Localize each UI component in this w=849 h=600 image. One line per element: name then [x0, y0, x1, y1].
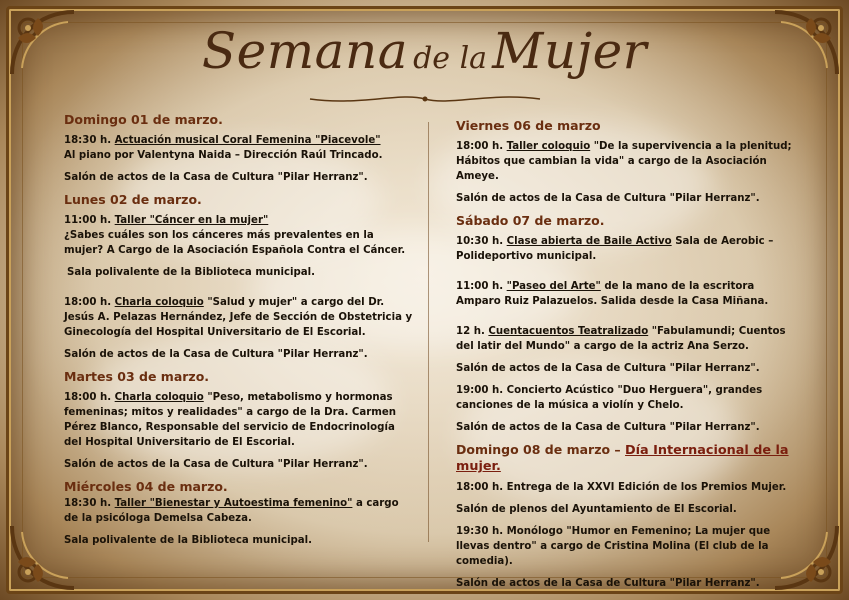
title-word-mujer: Mujer: [492, 22, 648, 80]
event-entry: [64, 496, 416, 526]
day-heading-special: Día Internacional de la mujer.: [456, 443, 789, 474]
event-entry: [64, 133, 416, 163]
event-venue: Sala polivalente de la Biblioteca municipal.: [64, 535, 313, 546]
event-title: Cuentacuentos Teatralizado: [488, 326, 649, 337]
event-title: "Paseo del Arte": [506, 281, 601, 292]
event-title: Charla coloquio: [114, 297, 204, 308]
event-entry: 19:00 h. Concierto Acústico "Duo Herguera", grandes canciones de la música a violín y Chelo.: [456, 385, 763, 411]
event-description: a cargo de la psicóloga Demelsa Cabeza.: [64, 498, 399, 524]
event-title: Charla coloquio: [114, 392, 204, 403]
day-heading: Miércoles 04 de marzo.: [64, 479, 228, 494]
event-venue: Salón de actos de la Casa de Cultura "Pilar Herranz".: [456, 578, 760, 589]
event-time: 10:30 h.: [456, 236, 504, 247]
event-description: ¿Sabes cuáles son los cánceres más prevalentes en la mujer? A Cargo de la Asociación Española Contra el Cáncer.: [64, 230, 406, 256]
event-title: Taller coloquio: [506, 141, 591, 152]
event-time: 12 h.: [456, 326, 485, 337]
day-heading: Martes 03 de marzo.: [64, 369, 210, 384]
event-title: Taller "Bienestar y Autoestima femenino": [114, 498, 353, 509]
event-venue: Salón de actos de la Casa de Cultura "Pilar Herranz".: [64, 459, 368, 470]
event-description: "Fabulamundi; Cuentos del latir del Mundo" a cargo de la actriz Ana Serzo.: [456, 326, 786, 352]
event-description: "De la supervivencia a la plenitud; Hábitos que cambian la vida" a cargo de la Asociación Ameye.: [456, 141, 792, 182]
event-venue: Salón de actos de la Casa de Cultura "Pilar Herranz".: [64, 349, 368, 360]
event-entry: 19:30 h. Monólogo "Humor en Femenino; La mujer que llevas dentro" a cargo de Cristina Molina (El club de la comedia).: [456, 526, 771, 567]
event-entry: [456, 234, 802, 264]
event-entry: [456, 279, 802, 309]
event-venue: Salón de actos de la Casa de Cultura "Pilar Herranz".: [64, 172, 368, 183]
event-description: "Peso, metabolismo y hormonas femeninas; mitos y realidades" a cargo de la Dra. Carmen Pérez Blanco, Responsable del servicio de Endocrinología del Hospital Universitario de El Escorial.: [64, 392, 397, 448]
event-time: 18:00 h.: [64, 297, 112, 308]
day-heading: Domingo 01 de marzo.: [64, 112, 223, 127]
event-entry: [64, 295, 416, 340]
event-time: 18:30 h.: [64, 135, 112, 146]
event-time: 11:00 h.: [64, 215, 112, 226]
day-heading: [456, 442, 802, 474]
event-time: 11:00 h.: [456, 281, 504, 292]
schedule-left-column: [64, 112, 416, 555]
event-entry: 18:00 h. Entrega de la XXVI Edición de los Premios Mujer.: [456, 482, 787, 493]
page-title: [0, 22, 849, 80]
event-venue: Salón de actos de la Casa de Cultura "Pilar Herranz".: [456, 363, 760, 374]
title-word-semana: Semana: [201, 22, 408, 80]
day-heading: Viernes 06 de marzo: [456, 118, 601, 133]
event-entry: [456, 324, 802, 354]
event-time: 18:00 h.: [64, 392, 112, 403]
event-description: Al piano por Valentyna Naida – Dirección Raúl Trincado.: [64, 150, 383, 161]
event-venue: Salón de actos de la Casa de Cultura "Pilar Herranz".: [456, 422, 760, 433]
title-word-dela: de la: [413, 41, 488, 76]
event-entry: [64, 213, 416, 258]
day-heading: Lunes 02 de marzo.: [64, 192, 202, 207]
event-entry: [456, 139, 802, 184]
event-venue: Salón de actos de la Casa de Cultura "Pilar Herranz".: [456, 193, 760, 204]
event-description: "Salud y mujer" a cargo del Dr. Jesús A. Pelazas Hernández, Jefe de Sección de Obstetricia y Ginecología del Hospital Universitario de El Escorial.: [64, 297, 413, 338]
event-title: Actuación musical Coral Femenina "Piacevole": [114, 135, 381, 146]
event-time: 18:00 h.: [456, 141, 504, 152]
event-description: de la mano de la escritora Amparo Ruiz Palazuelos. Salida desde la Casa Miñana.: [456, 281, 769, 307]
event-title: Taller "Cáncer en la mujer": [114, 215, 269, 226]
event-venue: Salón de plenos del Ayuntamiento de El Escorial.: [456, 504, 737, 515]
column-divider: [428, 122, 429, 542]
event-venue: Sala polivalente de la Biblioteca municipal.: [67, 267, 316, 278]
event-entry: [64, 390, 416, 450]
day-heading: Sábado 07 de marzo.: [456, 213, 605, 228]
schedule-right-column: [456, 112, 802, 598]
event-description: Sala de Aerobic – Polideportivo municipal.: [456, 236, 774, 262]
day-heading-date: Domingo 08 de marzo –: [456, 442, 621, 457]
event-time: 18:30 h.: [64, 498, 112, 509]
title-flourish-icon: [300, 92, 550, 106]
event-title: Clase abierta de Baile Activo: [506, 236, 672, 247]
